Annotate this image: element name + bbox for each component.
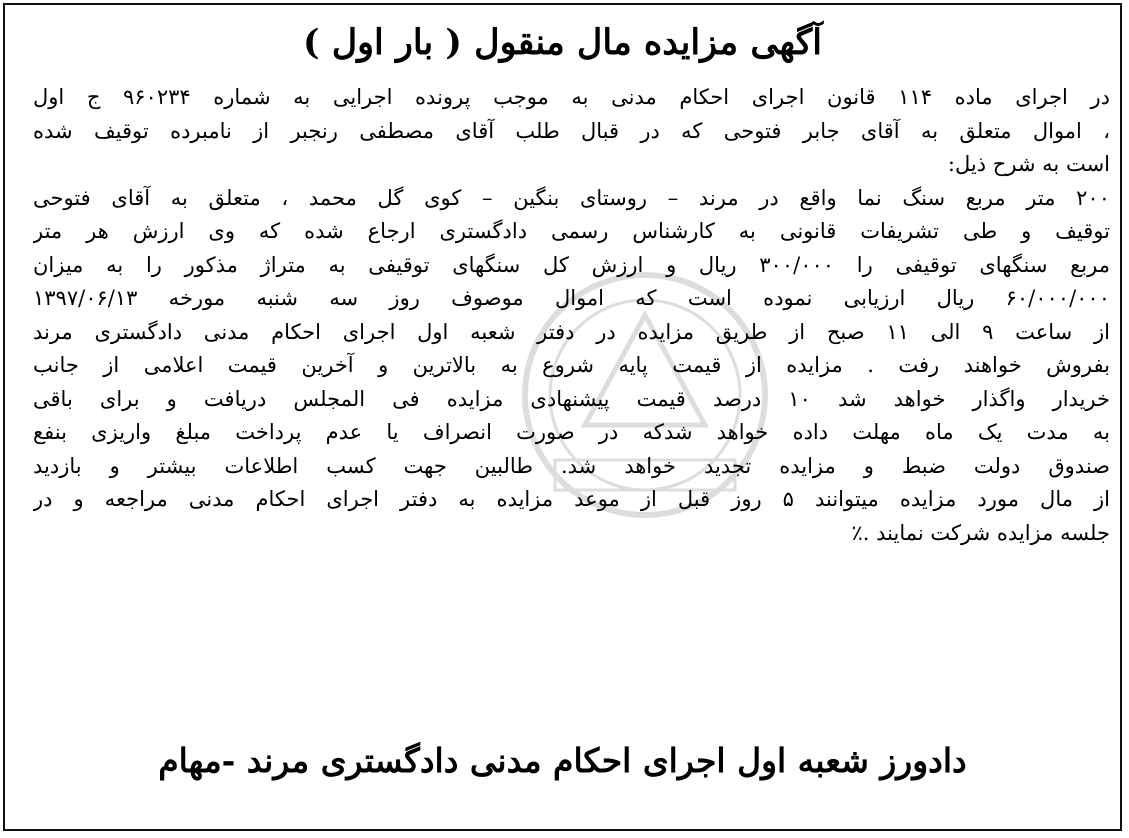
body-line: در اجرای ماده ۱۱۴ قانون اجرای احکام مدنی به موجب پرونده اجرایی به شماره ۹۶۰۲۳۴ ج اول [33, 85, 1110, 109]
body-line: به مدت یک ماه مهلت داده خواهد شدکه در صورت انصراف یا عدم پرداخت مبلغ واریزی بنفع [33, 420, 1110, 444]
signature-line: دادورز شعبه اول اجرای احکام مدنی دادگستری مرند -مهام [158, 741, 967, 780]
body-line: خریدار واگذار خواهد شد ۱۰ درصد قیمت پیشنهادی مزایده فی المجلس دریافت و برای باقی [33, 386, 1110, 411]
body-line: بفروش خواهند رفت . مزایده از قیمت پایه شروع به بالاترین و آخرین قیمت اعلامی از جانب [33, 353, 1110, 377]
body-line: ۶۰/۰۰۰/۰۰۰ ریال ارزیابی نموده است که اموال موصوف روز سه شنبه مورخه ۱۳۹۷/۰۶/۱۳ [33, 286, 1110, 310]
body-line: جلسه مزایده شرکت نمایند .٪ [851, 520, 1110, 545]
notice-frame [3, 3, 1122, 831]
body-line: از مال مورد مزایده میتوانند ۵ روز قبل از موعد مزایده به دفتر اجرای احکام مدنی مراجعه و در [33, 487, 1110, 511]
notice-title: آگهی مزایده مال منقول ( بار اول ) [302, 22, 823, 63]
notice-body [33, 81, 1110, 550]
body-line: ، اموال متعلق به آقای جابر فتوحی که در قبال طلب آقای مصطفی رنجبر از نامبرده توقیف شده [33, 118, 1110, 143]
body-line: ۲۰۰ متر مربع سنگ نما واقع در مرند – روستای بنگین – کوی گل محمد ، متعلق به آقای فتوحی [33, 185, 1110, 210]
body-line: از ساعت ۹ الی ۱۱ صبح از طریق مزایده در دفتر شعبه اول اجرای احکام مدنی دادگستری مرند [33, 319, 1110, 344]
body-line: است به شرح ذیل: [947, 152, 1110, 176]
body-line: مربع سنگهای توقیفی را ۳۰۰/۰۰۰ ریال و ارزش کل سنگهای توقیفی به متراژ مذکور را به میزان [33, 252, 1110, 277]
body-line: توقیف و طی تشریفات قانونی به کارشناس رسمی دادگستری ارجاع شده که وی ارزش هر متر [33, 219, 1110, 243]
body-line: صندوق دولت ضبط و مزایده تجدید خواهد شد. طالبین جهت کسب اطلاعات بیشتر و بازدید [33, 453, 1110, 478]
